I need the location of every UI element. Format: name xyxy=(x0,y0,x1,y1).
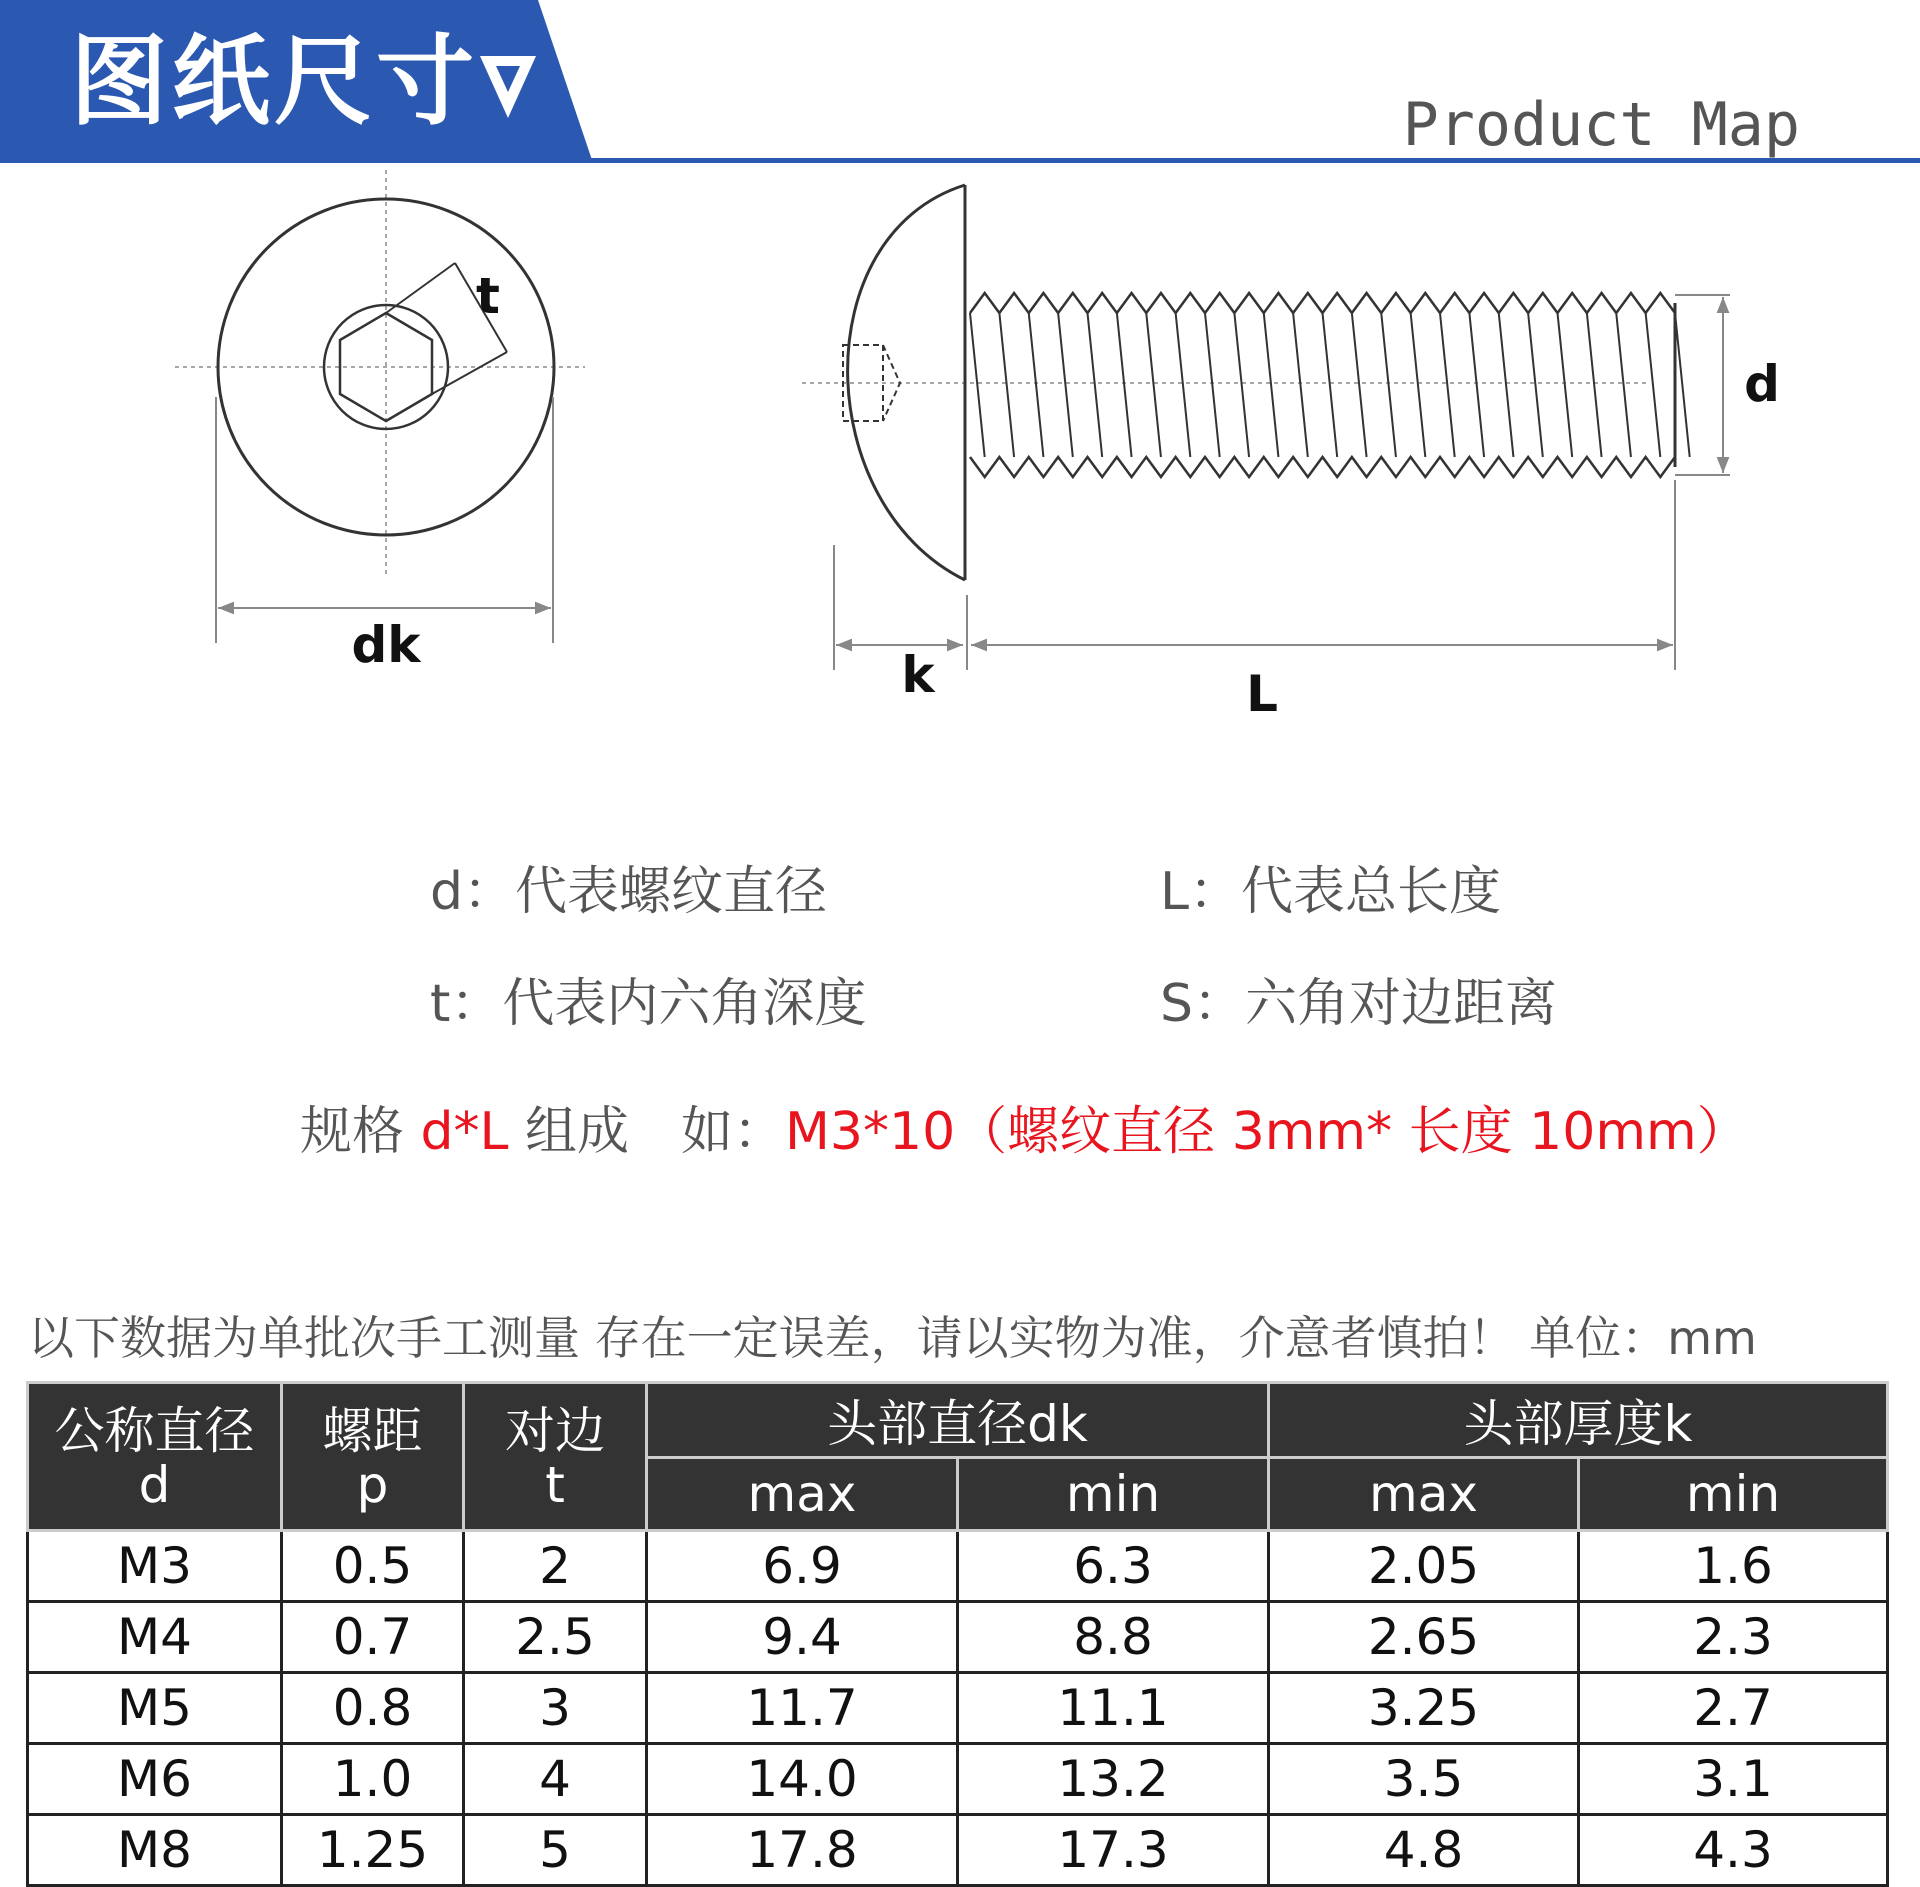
cell-size: M3 xyxy=(28,1531,282,1602)
side-view xyxy=(802,185,1730,670)
cell-pitch: 0.7 xyxy=(282,1602,464,1673)
table-body xyxy=(28,1531,1888,1886)
header-k-max: max xyxy=(1269,1458,1579,1531)
cell-pitch: 0.5 xyxy=(282,1531,464,1602)
cell-pitch: 1.25 xyxy=(282,1815,464,1886)
label-L: L xyxy=(1246,665,1278,723)
screw-drawing xyxy=(0,165,1920,765)
legend-S: S：六角对边距离 xyxy=(1160,974,1558,1034)
cell-k-min: 2.3 xyxy=(1579,1602,1888,1673)
cell-across-flats: 5 xyxy=(464,1815,647,1886)
cell-size: M6 xyxy=(28,1744,282,1815)
label-dk: dk xyxy=(351,616,421,674)
cell-dk-max: 17.8 xyxy=(647,1815,958,1886)
cell-across-flats: 2.5 xyxy=(464,1602,647,1673)
cell-dk-max: 11.7 xyxy=(647,1673,958,1744)
table-row xyxy=(28,1673,1888,1744)
label-d: d xyxy=(1744,355,1780,413)
cell-dk-min: 13.2 xyxy=(958,1744,1269,1815)
cell-k-max: 2.05 xyxy=(1269,1531,1579,1602)
cell-dk-min: 6.3 xyxy=(958,1531,1269,1602)
cell-size: M4 xyxy=(28,1602,282,1673)
legend-d: d：代表螺纹直径 xyxy=(430,862,828,922)
cell-across-flats: 3 xyxy=(464,1673,647,1744)
header-k-min: min xyxy=(1579,1458,1888,1531)
cell-size: M8 xyxy=(28,1815,282,1886)
spec-prefix: 规格 xyxy=(300,1102,421,1162)
measurement-note: 以下数据为单批次手工测量 存在一定误差，请以实物为准，介意者慎拍！ 单位：mm xyxy=(28,1311,1757,1365)
spec-middle: 组成 如： xyxy=(508,1102,786,1162)
chevron-down-icon xyxy=(478,52,538,122)
cell-dk-max: 6.9 xyxy=(647,1531,958,1602)
cell-k-min: 1.6 xyxy=(1579,1531,1888,1602)
table-row xyxy=(28,1744,1888,1815)
spec-line xyxy=(300,1100,1749,1164)
cell-dk-max: 9.4 xyxy=(647,1602,958,1673)
table-row xyxy=(28,1815,1888,1886)
header-head-diameter: 头部直径dk xyxy=(647,1383,1269,1458)
cell-dk-min: 8.8 xyxy=(958,1602,1269,1673)
header-head-thickness: 头部厚度k xyxy=(1269,1383,1888,1458)
cell-k-max: 3.25 xyxy=(1269,1673,1579,1744)
header-dk-max: max xyxy=(647,1458,958,1531)
screw-thread xyxy=(970,293,1690,477)
spec-table xyxy=(26,1381,1889,1887)
header-subtitle: Product Map xyxy=(1402,90,1800,160)
header-pitch: 螺距 p xyxy=(282,1383,464,1531)
cell-across-flats: 4 xyxy=(464,1744,647,1815)
header-nominal-diameter: 公称直径 d xyxy=(28,1383,282,1531)
header-banner xyxy=(0,0,1920,170)
label-k: k xyxy=(901,646,935,704)
top-view xyxy=(175,170,585,643)
cell-k-max: 4.8 xyxy=(1269,1815,1579,1886)
cell-size: M5 xyxy=(28,1673,282,1744)
cell-pitch: 1.0 xyxy=(282,1744,464,1815)
cell-k-max: 2.65 xyxy=(1269,1602,1579,1673)
cell-k-max: 3.5 xyxy=(1269,1744,1579,1815)
cell-k-min: 4.3 xyxy=(1579,1815,1888,1886)
spec-formula: d*L xyxy=(420,1102,509,1162)
spec-example: M3*10（螺纹直径 3mm* 长度 10mm） xyxy=(785,1102,1749,1162)
cell-dk-min: 11.1 xyxy=(958,1673,1269,1744)
header-title: 图纸尺寸 xyxy=(70,25,479,139)
cell-dk-min: 17.3 xyxy=(958,1815,1269,1886)
cell-k-min: 2.7 xyxy=(1579,1673,1888,1744)
table-row xyxy=(28,1602,1888,1673)
cell-across-flats: 2 xyxy=(464,1531,647,1602)
legend-L: L：代表总长度 xyxy=(1160,862,1501,922)
cell-pitch: 0.8 xyxy=(282,1673,464,1744)
label-t: t xyxy=(476,267,500,325)
header-across-flats: 对边 t xyxy=(464,1383,647,1531)
header-dk-min: min xyxy=(958,1458,1269,1531)
cell-k-min: 3.1 xyxy=(1579,1744,1888,1815)
legend-t: t：代表内六角深度 xyxy=(430,974,867,1034)
table-row xyxy=(28,1531,1888,1602)
cell-dk-max: 14.0 xyxy=(647,1744,958,1815)
